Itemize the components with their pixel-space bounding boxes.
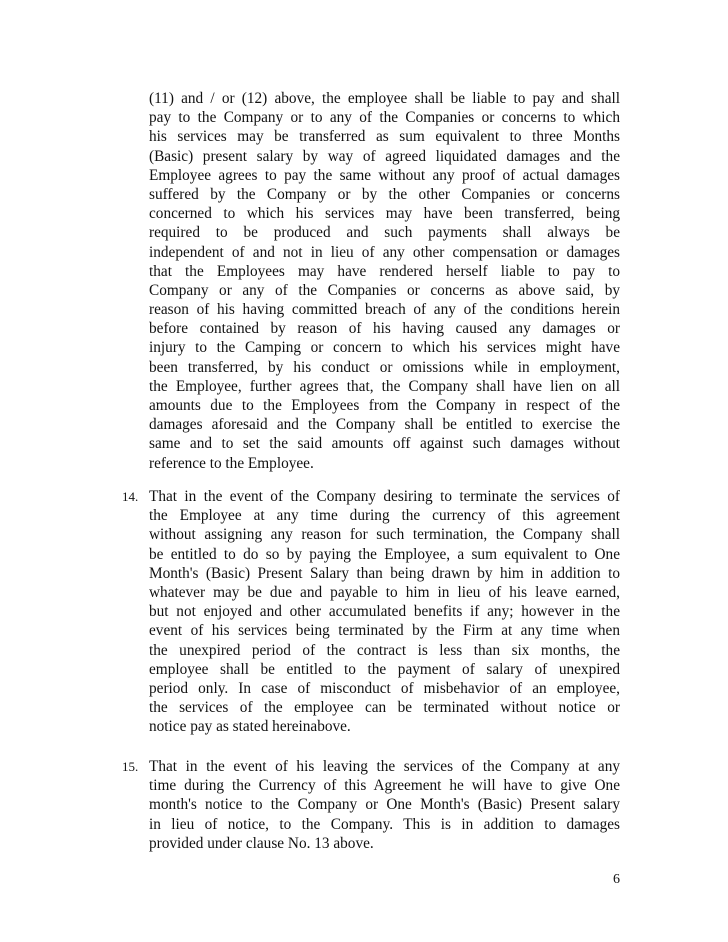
clause-number: 14. <box>122 489 139 504</box>
text-line: the unexpired period of the contract is less than six months, the <box>149 641 620 659</box>
text-line: concerned to which his services may have been transferred, being <box>149 205 620 223</box>
text-line: Month's (Basic) Present Salary than being drawn by him in addition to <box>149 564 620 582</box>
text-line: that the Employees may have rendered herself liable to pay to <box>149 262 620 280</box>
text-line: the Employee, further agrees that, the Company shall have lien on all <box>149 377 620 395</box>
text-line: Company or any of the Companies or concerns as above said, by <box>149 281 620 299</box>
clause-text <box>149 487 620 736</box>
text-line: event of his services being terminated by the Firm at any time when <box>149 622 620 640</box>
text-line: independent of and not in lieu of any other compensation or damages <box>149 243 620 261</box>
text-line: pay to the Company or to any of the Companies or concerns to which <box>149 109 620 127</box>
text-line: injury to the Camping or concern to which his services might have <box>149 339 620 357</box>
text-line: (Basic) present salary by way of agreed liquidated damages and the <box>149 147 620 165</box>
text-line: That in the event of the Company desiring to terminate the services of <box>149 488 620 505</box>
text-line: without assigning any reason for such termination, the Company shall <box>149 526 620 544</box>
text-line: before contained by reason of his having caused any damages or <box>149 320 620 338</box>
text-line: damages aforesaid and the Company shall be entitled to exercise the <box>149 416 620 434</box>
text-line: his services may be transferred as sum equivalent to three Months <box>149 128 620 146</box>
text-line: amounts due to the Employees from the Company in respect of the <box>149 397 620 414</box>
clause-text <box>149 89 620 473</box>
text-line: (11) and / or (12) above, the employee shall be liable to pay and shall <box>149 90 620 107</box>
page-number: 6 <box>613 872 620 887</box>
text-line: reason of his having committed breach of any of the conditions herein <box>149 301 620 319</box>
text-line: reference to the Employee. <box>149 454 314 472</box>
text-line: the Employee at any time during the currency of this agreement <box>149 507 620 525</box>
text-line: the services of the employee can be terminated without notice or <box>149 699 620 717</box>
text-line: That in the event of his leaving the services of the Company at any <box>149 758 620 775</box>
text-line: in lieu of notice, to the Company. This is in addition to damages <box>149 815 620 833</box>
text-line: provided under clause No. 13 above. <box>149 834 374 852</box>
text-line: Employee agrees to pay the same without any proof of actual damages <box>149 166 620 184</box>
text-line: notice pay as stated hereinabove. <box>149 718 351 736</box>
text-line: required to be produced and such payments shall always be <box>149 224 620 242</box>
text-line: period only. In case of misconduct of misbehavior of an employee, <box>149 679 620 697</box>
text-line: suffered by the Company or by the other Companies or concerns <box>149 185 620 203</box>
text-line: month's notice to the Company or One Month's (Basic) Present salary <box>149 796 620 814</box>
text-line: same and to set the said amounts off against such damages without <box>149 435 620 453</box>
clause-text <box>149 757 620 853</box>
text-line: time during the Currency of this Agreement he will have to give One <box>149 777 620 795</box>
text-line: but not enjoyed and other accumulated benefits if any; however in the <box>149 603 620 621</box>
text-line: whatever may be due and payable to him in lieu of his leave earned, <box>149 583 620 601</box>
text-line: employee shall be entitled to the payment of salary of unexpired <box>149 660 620 678</box>
text-line: been transferred, by his conduct or omissions while in employment, <box>149 358 620 376</box>
text-line: be entitled to do so by paying the Employee, a sum equivalent to One <box>149 545 620 563</box>
clause-number: 15. <box>122 759 139 774</box>
